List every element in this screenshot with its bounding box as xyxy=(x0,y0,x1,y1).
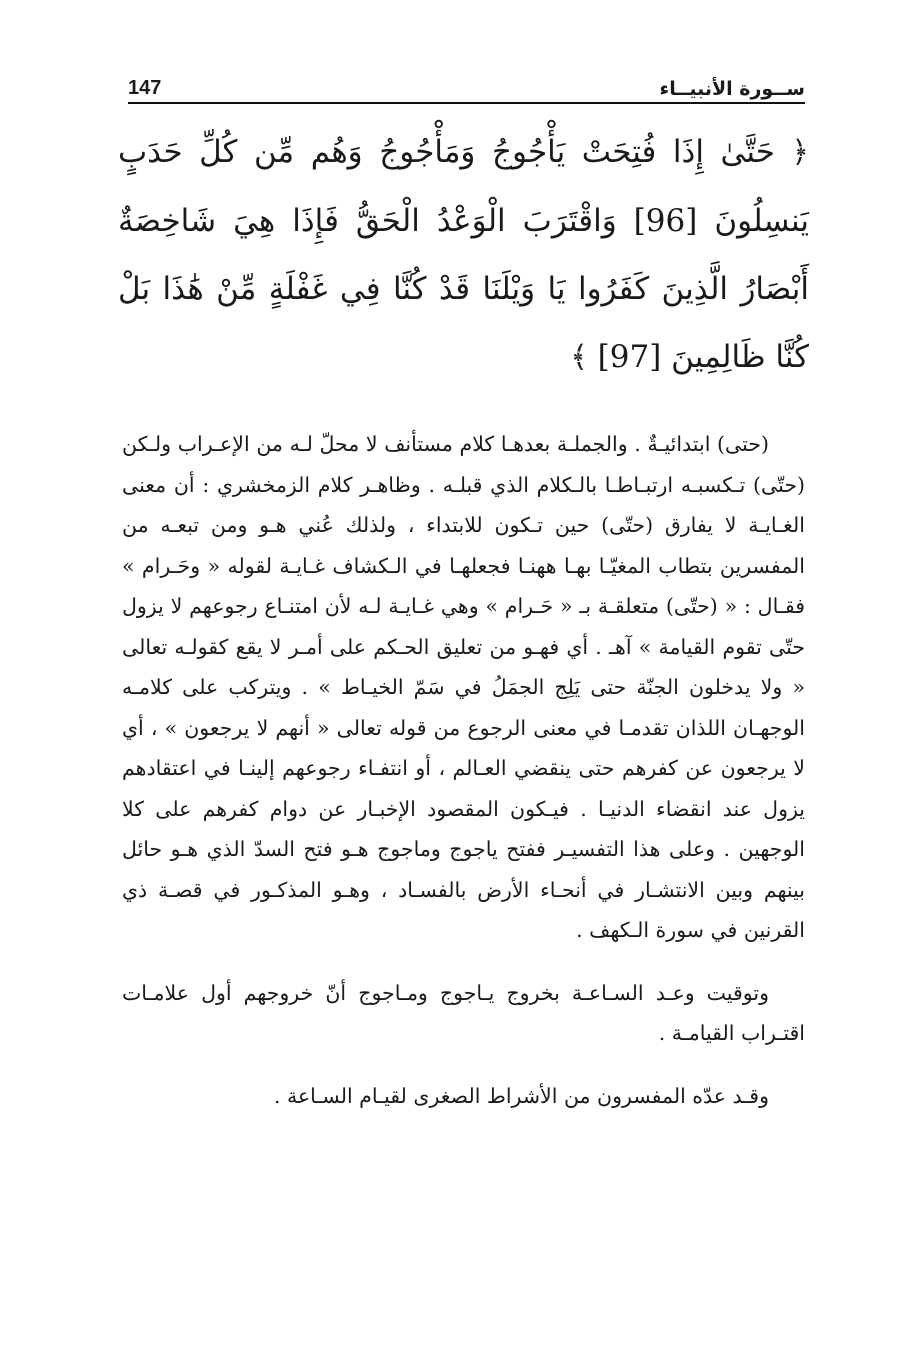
surah-title: ســورة الأنبيــاء xyxy=(659,78,805,100)
commentary-paragraph: (حتى) ابتدائيـةٌ . والجملـة بعدهـا كلام مستأنف لا محلّ لـه من الإعـراب ولـكن (حتّى) تـكسبـه ارتبـاطـا بالـكلام الذي قبلـه . وظاهـر كلام الزمخشري : أن معنى الغـايـة لا يفارق (حتّى) حين تـكون للابتداء ، ولذلك عُني هـو ومن تبعـه من المفسرين بتطاب المغيّـا بهـا ههنـا فجعلهـا في الـكشاف غـايـة لقوله « وحَـرام » فقـال : « (حتّى) متعلقـة بـ « حَـرام » وهي غـايـة لـه لأن امتنـاع رجوعهم لا يزول حتّى تقوم القيامة » آهـ . أي فهـو من تعليق الحـكم على أمـر لا يقع كقولـه تعالى « ولا يدخلون الجنّة حتى يَلِج الجمَلُ في سَمّ الخيـاط » . ويتركب على كلامـه الوجهـان اللذان تقدمـا في معنى الرجوع من قوله تعالى « أنهم لا يرجعون » ، أي لا يرجعون عن كفرهم حتى ينقضي العـالم ، أو انتفـاء رجوعهم إلينـا في اعتقادهم يزول عند انقضاء الدنيـا . فيـكون المقصود الإخبـار عن دوام كفرهم على كلا الوجهين . وعلى هذا التفسيـر ففتح ياجوج وماجوج هـو فتح السدّ الذي هـو حائل بينهم وبين الانتشـار في أنحـاء الأرض بالفسـاد ، وهـو المذكـور في قصـة ذي القرنين في سورة الـكهف . xyxy=(122,432,805,942)
commentary-paragraph: وتوقيت وعـد السـاعـة بخروج يـاجوج ومـاجوج أنّ خروجهم أول علامـات اقتـراب القيامـة . xyxy=(122,980,805,1045)
verse-close-bracket: ﴾ xyxy=(570,340,588,375)
quran-verse xyxy=(118,118,809,392)
commentary-paragraph: وقـد عدّه المفسرون من الأشراط الصغرى لقيـام السـاعة . xyxy=(273,1083,769,1108)
page-number: 147 xyxy=(128,77,162,99)
commentary-body xyxy=(122,424,805,1116)
verse-open-bracket: ﴿ xyxy=(791,135,809,170)
verse-text: حَتَّىٰ إِذَا فُتِحَتْ يَأْجُوجُ وَمَأْجُوجُ وَهُم مِّن كُلِّ حَدَبٍ يَنسِلُونَ [96] وَاقْتَرَبَ الْوَعْدُ الْحَقُّ فَإِذَا هِيَ شَاخِصَةٌ أَبْصَارُ الَّذِينَ كَفَرُوا يَا وَيْلَنَا قَدْ كُنَّا فِي غَفْلَةٍ مِّنْ هَٰذَا بَلْ كُنَّا ظَالِمِينَ [97] xyxy=(118,134,809,375)
page-header xyxy=(128,66,805,104)
